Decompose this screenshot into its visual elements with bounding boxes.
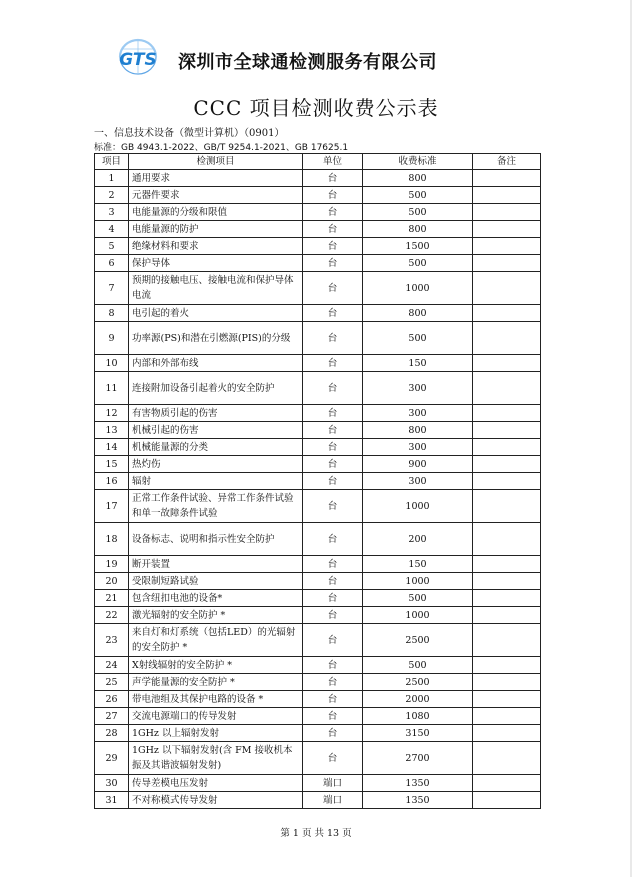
fee: 500 <box>363 657 473 674</box>
unit: 台 <box>303 523 363 556</box>
unit: 台 <box>303 657 363 674</box>
table-row <box>95 255 541 272</box>
table-row <box>95 624 541 657</box>
test-item: 保护导体 <box>129 255 303 272</box>
table-row <box>95 305 541 322</box>
table-row <box>95 439 541 456</box>
fee: 1000 <box>363 573 473 590</box>
fee-table <box>94 153 541 809</box>
note <box>473 372 541 405</box>
fee: 1000 <box>363 607 473 624</box>
table-row <box>95 405 541 422</box>
row-number: 29 <box>95 742 129 775</box>
row-number: 10 <box>95 355 129 372</box>
fee: 2000 <box>363 691 473 708</box>
table-row <box>95 456 541 473</box>
fee: 1000 <box>363 490 473 523</box>
fee: 1080 <box>363 708 473 725</box>
fee: 500 <box>363 255 473 272</box>
unit: 台 <box>303 556 363 573</box>
table-row <box>95 221 541 238</box>
fee: 500 <box>363 590 473 607</box>
test-item: 预期的接触电压、接触电流和保护导体电流 <box>129 272 303 305</box>
note <box>473 490 541 523</box>
fee: 900 <box>363 456 473 473</box>
fee: 500 <box>363 322 473 355</box>
note <box>473 187 541 204</box>
table-body <box>95 170 541 809</box>
table-row <box>95 187 541 204</box>
unit: 台 <box>303 439 363 456</box>
test-item: 辐射 <box>129 473 303 490</box>
fee: 800 <box>363 170 473 187</box>
table-row <box>95 691 541 708</box>
note <box>473 272 541 305</box>
fee: 300 <box>363 405 473 422</box>
unit: 台 <box>303 490 363 523</box>
fee: 300 <box>363 439 473 456</box>
fee: 200 <box>363 523 473 556</box>
note <box>473 473 541 490</box>
note <box>473 405 541 422</box>
test-item: 机械能量源的分类 <box>129 439 303 456</box>
unit: 台 <box>303 372 363 405</box>
unit: 台 <box>303 170 363 187</box>
test-item: 连接附加设备引起着火的安全防护 <box>129 372 303 405</box>
note <box>473 742 541 775</box>
row-number: 16 <box>95 473 129 490</box>
note <box>473 708 541 725</box>
row-number: 30 <box>95 775 129 792</box>
test-item: X射线辐射的安全防护 * <box>129 657 303 674</box>
test-item: 热灼伤 <box>129 456 303 473</box>
unit: 台 <box>303 708 363 725</box>
note <box>473 775 541 792</box>
row-number: 4 <box>95 221 129 238</box>
table-row <box>95 272 541 305</box>
row-number: 11 <box>95 372 129 405</box>
unit: 台 <box>303 691 363 708</box>
header-no: 项目 <box>95 154 129 170</box>
test-item: 断开装置 <box>129 556 303 573</box>
test-item: 包含纽扣电池的设备* <box>129 590 303 607</box>
test-item: 不对称模式传导发射 <box>129 792 303 809</box>
test-item: 1GHz 以下辐射发射(含 FM 接收机本振及其谐波辐射发射) <box>129 742 303 775</box>
note <box>473 221 541 238</box>
row-number: 1 <box>95 170 129 187</box>
note <box>473 725 541 742</box>
page-number: 第 1 页 共 13 页 <box>280 828 352 839</box>
row-number: 31 <box>95 792 129 809</box>
note <box>473 305 541 322</box>
fee: 2500 <box>363 624 473 657</box>
table-row <box>95 355 541 372</box>
note <box>473 170 541 187</box>
header-item: 检测项目 <box>129 154 303 170</box>
unit: 台 <box>303 355 363 372</box>
note <box>473 204 541 221</box>
test-item: 来自灯和灯系统（包括LED）的光辐射的安全防护 * <box>129 624 303 657</box>
unit: 台 <box>303 272 363 305</box>
row-number: 15 <box>95 456 129 473</box>
note <box>473 691 541 708</box>
table-row <box>95 490 541 523</box>
fee: 3150 <box>363 725 473 742</box>
table-row <box>95 590 541 607</box>
table-row <box>95 238 541 255</box>
logo-text: GTS <box>119 50 157 70</box>
row-number: 18 <box>95 523 129 556</box>
test-item: 交流电源端口的传导发射 <box>129 708 303 725</box>
table-row <box>95 792 541 809</box>
test-item: 通用要求 <box>129 170 303 187</box>
test-item: 机械引起的伤害 <box>129 422 303 439</box>
unit: 台 <box>303 422 363 439</box>
table-row <box>95 523 541 556</box>
table-row <box>95 708 541 725</box>
test-item: 有害物质引起的伤害 <box>129 405 303 422</box>
fee: 800 <box>363 422 473 439</box>
fee: 1500 <box>363 238 473 255</box>
unit: 台 <box>303 674 363 691</box>
note <box>473 456 541 473</box>
note <box>473 322 541 355</box>
row-number: 2 <box>95 187 129 204</box>
unit: 台 <box>303 204 363 221</box>
row-number: 12 <box>95 405 129 422</box>
section-heading: 一、信息技术设备（微型计算机）（0901） <box>94 128 285 139</box>
letterhead <box>0 30 632 90</box>
table-row <box>95 573 541 590</box>
fee: 800 <box>363 305 473 322</box>
standard-line: 标准：GB 4943.1-2022、GB/T 9254.1-2021、GB 17625.1 <box>94 143 349 153</box>
note <box>473 573 541 590</box>
test-item: 受限制短路试验 <box>129 573 303 590</box>
fee: 1000 <box>363 272 473 305</box>
table-row <box>95 422 541 439</box>
table-row <box>95 322 541 355</box>
test-item: 声学能量源的安全防护 * <box>129 674 303 691</box>
fee: 150 <box>363 355 473 372</box>
test-item: 正常工作条件试验、异常工作条件试验和单一故障条件试验 <box>129 490 303 523</box>
document-title: CCC 项目检测收费公示表 <box>193 96 439 120</box>
test-item: 元器件要求 <box>129 187 303 204</box>
table-row <box>95 742 541 775</box>
table-row <box>95 204 541 221</box>
table-row <box>95 372 541 405</box>
test-item: 内部和外部布线 <box>129 355 303 372</box>
note <box>473 556 541 573</box>
test-item: 传导差模电压发射 <box>129 775 303 792</box>
unit: 台 <box>303 742 363 775</box>
fee: 300 <box>363 473 473 490</box>
row-number: 22 <box>95 607 129 624</box>
note <box>473 355 541 372</box>
header-fee: 收费标准 <box>363 154 473 170</box>
note <box>473 238 541 255</box>
header-unit: 单位 <box>303 154 363 170</box>
note <box>473 439 541 456</box>
unit: 台 <box>303 725 363 742</box>
row-number: 9 <box>95 322 129 355</box>
unit: 台 <box>303 322 363 355</box>
table-row <box>95 170 541 187</box>
unit: 台 <box>303 456 363 473</box>
unit: 台 <box>303 590 363 607</box>
unit: 台 <box>303 238 363 255</box>
note <box>473 422 541 439</box>
note <box>473 792 541 809</box>
fee: 2700 <box>363 742 473 775</box>
row-number: 20 <box>95 573 129 590</box>
row-number: 28 <box>95 725 129 742</box>
test-item: 功率源(PS)和潜在引燃源(PIS)的分级 <box>129 322 303 355</box>
test-item: 设备标志、说明和指示性安全防护 <box>129 523 303 556</box>
row-number: 13 <box>95 422 129 439</box>
unit: 台 <box>303 624 363 657</box>
fee: 500 <box>363 204 473 221</box>
test-item: 1GHz 以上辐射发射 <box>129 725 303 742</box>
row-number: 25 <box>95 674 129 691</box>
fee: 1350 <box>363 775 473 792</box>
note <box>473 624 541 657</box>
fee: 2500 <box>363 674 473 691</box>
table-row <box>95 725 541 742</box>
row-number: 5 <box>95 238 129 255</box>
row-number: 8 <box>95 305 129 322</box>
note <box>473 607 541 624</box>
fee: 800 <box>363 221 473 238</box>
unit: 台 <box>303 221 363 238</box>
fee: 1350 <box>363 792 473 809</box>
note <box>473 523 541 556</box>
row-number: 3 <box>95 204 129 221</box>
row-number: 7 <box>95 272 129 305</box>
row-number: 23 <box>95 624 129 657</box>
unit: 台 <box>303 305 363 322</box>
unit: 台 <box>303 255 363 272</box>
test-item: 电引起的着火 <box>129 305 303 322</box>
note <box>473 657 541 674</box>
table-row <box>95 473 541 490</box>
table-header-row <box>95 154 541 170</box>
row-number: 24 <box>95 657 129 674</box>
table-row <box>95 775 541 792</box>
row-number: 21 <box>95 590 129 607</box>
note <box>473 590 541 607</box>
row-number: 6 <box>95 255 129 272</box>
table-row <box>95 674 541 691</box>
row-number: 19 <box>95 556 129 573</box>
row-number: 26 <box>95 691 129 708</box>
test-item: 激光辐射的安全防护 * <box>129 607 303 624</box>
fee: 500 <box>363 187 473 204</box>
unit: 台 <box>303 607 363 624</box>
unit: 台 <box>303 473 363 490</box>
fee: 300 <box>363 372 473 405</box>
test-item: 电能量源的分级和限值 <box>129 204 303 221</box>
test-item: 带电池组及其保护电路的设备 * <box>129 691 303 708</box>
test-item: 绝缘材料和要求 <box>129 238 303 255</box>
unit: 台 <box>303 573 363 590</box>
company-name: 深圳市全球通检测服务有限公司 <box>178 52 437 73</box>
table-row <box>95 556 541 573</box>
row-number: 17 <box>95 490 129 523</box>
row-number: 14 <box>95 439 129 456</box>
header-note: 备注 <box>473 154 541 170</box>
unit: 端口 <box>303 792 363 809</box>
table-row <box>95 657 541 674</box>
gts-logo-icon <box>108 38 168 76</box>
row-number: 27 <box>95 708 129 725</box>
unit: 台 <box>303 187 363 204</box>
fee: 150 <box>363 556 473 573</box>
unit: 台 <box>303 405 363 422</box>
test-item: 电能量源的防护 <box>129 221 303 238</box>
table-row <box>95 607 541 624</box>
note <box>473 674 541 691</box>
unit: 端口 <box>303 775 363 792</box>
note <box>473 255 541 272</box>
